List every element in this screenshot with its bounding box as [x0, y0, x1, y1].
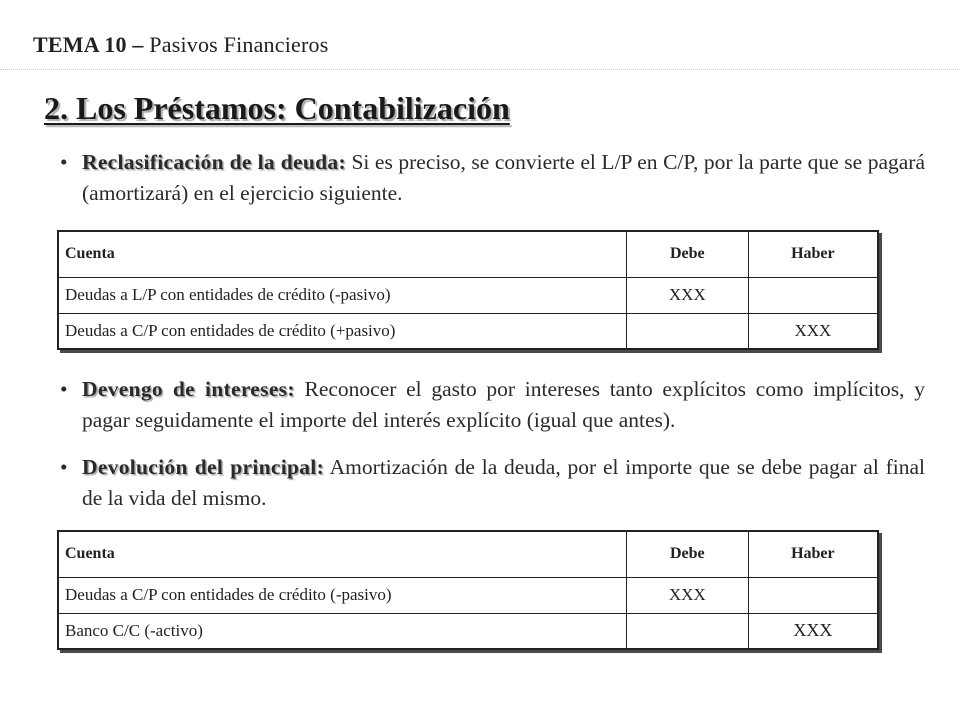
column-header-debit: Debe [626, 531, 748, 577]
column-header-credit: Haber [748, 231, 878, 277]
journal-table-reclassification [57, 230, 879, 350]
table-row [58, 613, 878, 649]
header-dash: – [132, 32, 144, 57]
bullet-text: Reconocer el gasto por intereses tanto explícitos como implícitos, y pagar seguidamente el importe del interés explícito (igual que antes). [82, 377, 925, 432]
header-divider [0, 69, 960, 70]
cell-debit: XXX [626, 277, 748, 313]
bullet-term: Reclasificación de la deuda: [82, 150, 346, 174]
table-row [58, 277, 878, 313]
column-header-debit: Debe [626, 231, 748, 277]
column-header-credit: Haber [748, 531, 878, 577]
bullet-principal-repayment [60, 452, 925, 514]
bullet-term: Devolución del principal: [82, 455, 325, 479]
table-header-row [58, 531, 878, 577]
cell-debit [626, 613, 748, 649]
table-header-row [58, 231, 878, 277]
cell-account: Deudas a C/P con entidades de crédito (-pasivo) [58, 577, 626, 613]
slide-header [33, 32, 328, 58]
cell-account: Deudas a C/P con entidades de crédito (+pasivo) [58, 313, 626, 349]
slide-title: 2. Los Préstamos: Contabilización [44, 90, 510, 126]
bullet-interest-accrual [60, 374, 925, 436]
header-topic-number: TEMA 10 [33, 32, 127, 57]
bullet-dot: • [60, 150, 68, 174]
cell-account: Banco C/C (-activo) [58, 613, 626, 649]
cell-credit: XXX [748, 313, 878, 349]
cell-debit [626, 313, 748, 349]
bullet-term: Devengo de intereses: [82, 377, 295, 401]
journal-table-repayment [57, 530, 879, 650]
column-header-account: Cuenta [58, 231, 626, 277]
cell-account: Deudas a L/P con entidades de crédito (-pasivo) [58, 277, 626, 313]
cell-credit: XXX [748, 613, 878, 649]
bullet-dot: • [60, 377, 68, 401]
cell-debit: XXX [626, 577, 748, 613]
table-row [58, 313, 878, 349]
bullet-text: Amortización de la deuda, por el importe que se debe pagar al final de la vida del mismo. [82, 455, 925, 510]
bullet-reclassification [60, 147, 925, 209]
cell-credit [748, 577, 878, 613]
column-header-account: Cuenta [58, 531, 626, 577]
bullet-text: Si es preciso, se convierte el L/P en C/P, por la parte que se pagará (amortizará) en el ejercicio siguiente. [82, 150, 925, 205]
bullet-dot: • [60, 455, 68, 479]
cell-credit [748, 277, 878, 313]
table-row [58, 577, 878, 613]
header-subject: Pasivos Financieros [149, 32, 329, 57]
